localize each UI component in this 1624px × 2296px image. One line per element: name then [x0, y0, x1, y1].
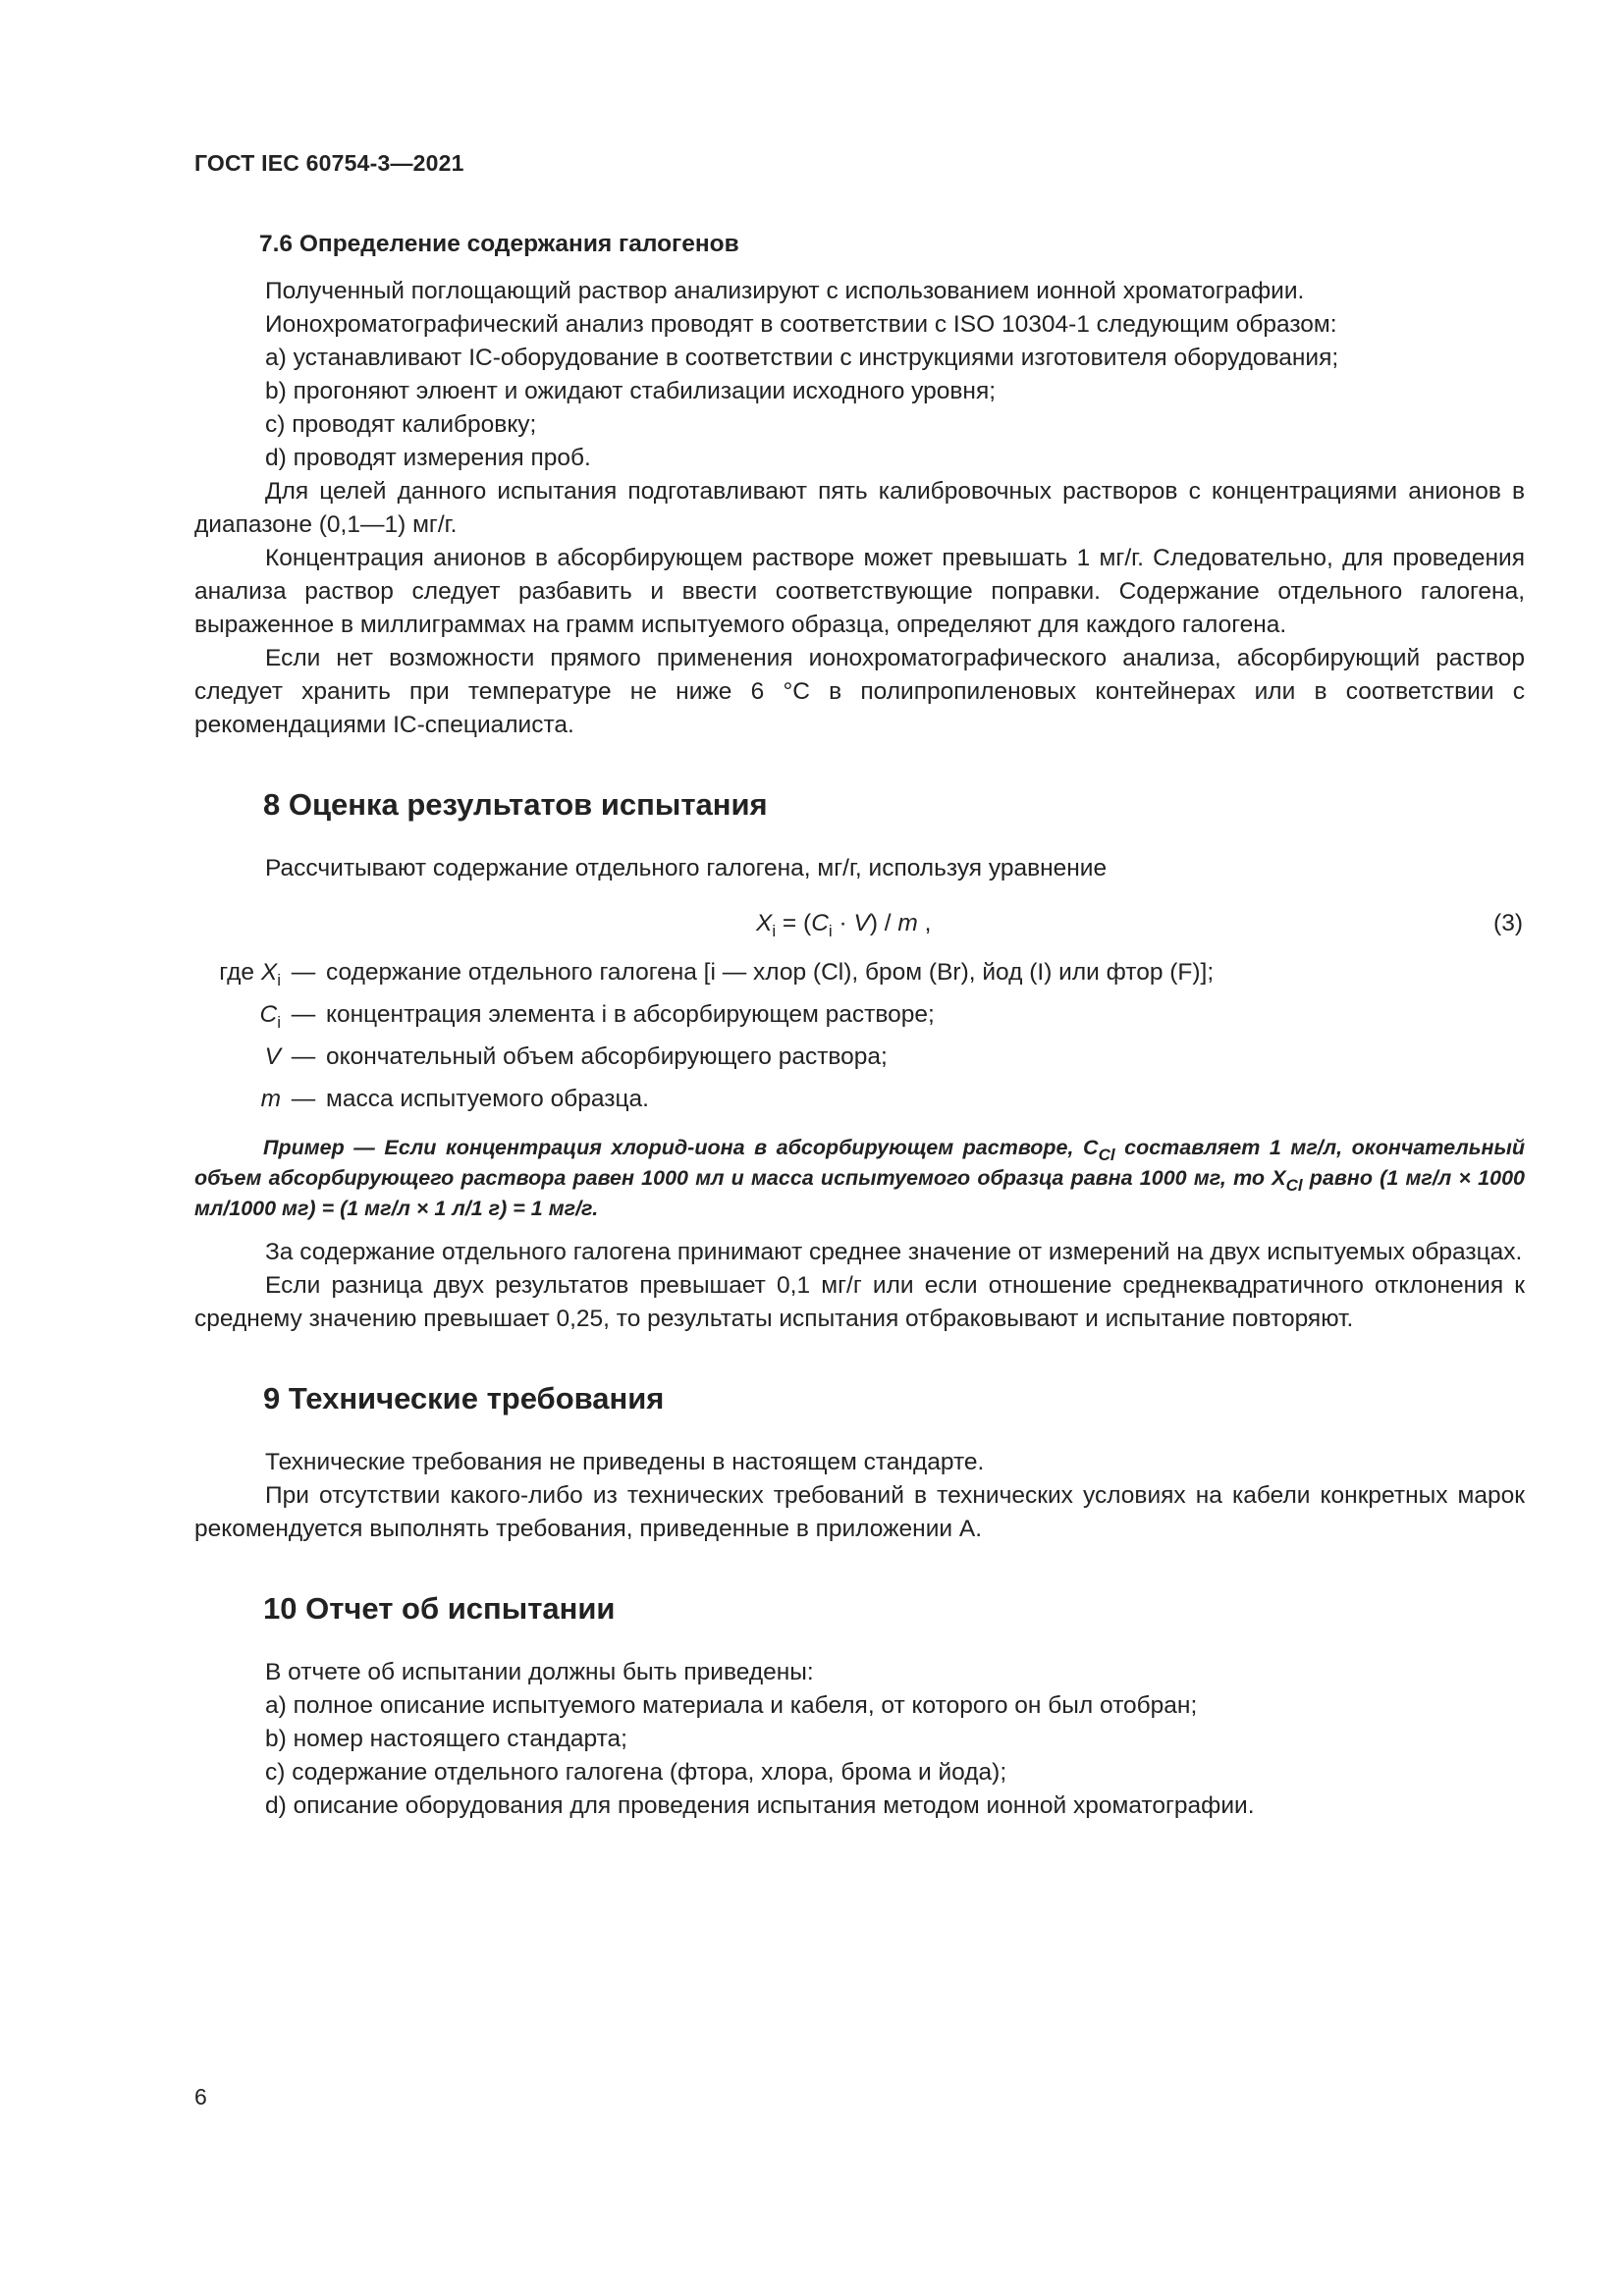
- paragraph: Концентрация анионов в абсорбирующем растворе может превышать 1 мг/г. Следовательно, для проведения анализа раствор следует разбавить и ввести соответствующие поправки. Содержание отдельного галогена, выраженное в миллиграммах на грамм испытуемого образца, определяют для каждого галогена.: [194, 545, 1525, 638]
- section-8-title: 8 Оценка результатов испытания: [263, 787, 768, 822]
- paragraph: Ионохроматографический анализ проводят в соответствии с ISO 10304-1 следующим образом:: [265, 311, 1337, 338]
- definition-row: $C_i$ — концентрация элемента i в абсорбирующем растворе;: [259, 1001, 935, 1032]
- symbol-definitions: [194, 956, 1525, 1125]
- definition-row: m — масса испытуемого образца.: [260, 1086, 649, 1112]
- section-10-title: 10 Отчет об испытании: [263, 1591, 616, 1626]
- page-content: [194, 228, 1525, 1823]
- list-item: c) проводят калибровку;: [265, 411, 537, 438]
- standard-header: ГОСТ IEC 60754-3—2021: [194, 150, 464, 176]
- list-item: b) прогоняют элюент и ожидают стабилизации исходного уровня;: [265, 378, 997, 404]
- paragraph: Если разница двух результатов превышает 0,1 мг/г или если отношение среднеквадратичного отклонения к среднему значению превышает 0,25, то результаты испытания отбраковывают и испытание повторяют.: [194, 1272, 1525, 1332]
- list-item: c) содержание отдельного галогена (фтора, хлора, брома и йода);: [265, 1759, 1007, 1786]
- paragraph: В отчете об испытании должны быть приведены:: [265, 1659, 814, 1685]
- definition-row: V — окончательный объем абсорбирующего раствора;: [264, 1043, 888, 1070]
- list-item: d) описание оборудования для проведения испытания методом ионной хроматографии.: [265, 1792, 1255, 1819]
- paragraph: Полученный поглощающий раствор анализируют с использованием ионной хроматографии.: [265, 278, 1305, 304]
- list-item: a) устанавливают IC-оборудование в соответствии с инструкциями изготовителя оборудования;: [265, 345, 1339, 371]
- equation-number: (3): [1493, 910, 1523, 936]
- list-item: b) номер настоящего стандарта;: [265, 1726, 627, 1752]
- paragraph: Технические требования не приведены в настоящем стандарте.: [265, 1449, 985, 1475]
- definition-row: где $X_i$ — содержание отдельного галогена [i — хлор (Cl), бром (Br), йод (I) или фтор (F)];: [219, 959, 1215, 989]
- section-9-title: 9 Технические требования: [263, 1381, 665, 1415]
- equation-expression: $X_i = (C_i \cdot V) / m$ ,: [756, 910, 932, 940]
- paragraph: За содержание отдельного галогена принимают среднее значение от измерений на двух испытуемых образцах.: [265, 1239, 1523, 1265]
- section-7-6-title: 7.6 Определение содержания галогенов: [259, 231, 739, 257]
- list-item: a) полное описание испытуемого материала и кабеля, от которого он был отобран;: [265, 1692, 1198, 1719]
- list-item: d) проводят измерения проб.: [265, 445, 591, 471]
- page-number: 6: [194, 2084, 207, 2109]
- paragraph: Если нет возможности прямого применения ионохроматографического анализа, абсорбирующий раствор следует хранить при температуре не ниже 6 °С в полипропиленовых контейнерах или в соответствии с рекомендациями IC-специалиста.: [194, 645, 1525, 738]
- paragraph: Рассчитывают содержание отдельного галогена, мг/г, используя уравнение: [265, 855, 1108, 881]
- paragraph: Для целей данного испытания подготавливают пять калибровочных растворов с концентрациями анионов в диапазоне (0,1—1) мг/г.: [194, 478, 1525, 538]
- example-note: Пример — Если концентрация хлорид-иона в абсорбирующем растворе, $C_{Cl}$ составляет 1 мг/л, окончательный объем абсорбирующего раствора равен 1000 мл и масса испытуемого образца равна 1000 мг, то $X_{Cl}$ равно (1 мг/л × 1000 мл/1000 мг) = (1 мг/л × 1 л/1 г) = 1 мг/г.: [194, 1136, 1525, 1220]
- equation-3: [194, 897, 1525, 950]
- paragraph: При отсутствии какого-либо из технических требований в технических условиях на кабели конкретных марок рекомендуется выполнять требования, приведенные в приложении А.: [194, 1482, 1525, 1542]
